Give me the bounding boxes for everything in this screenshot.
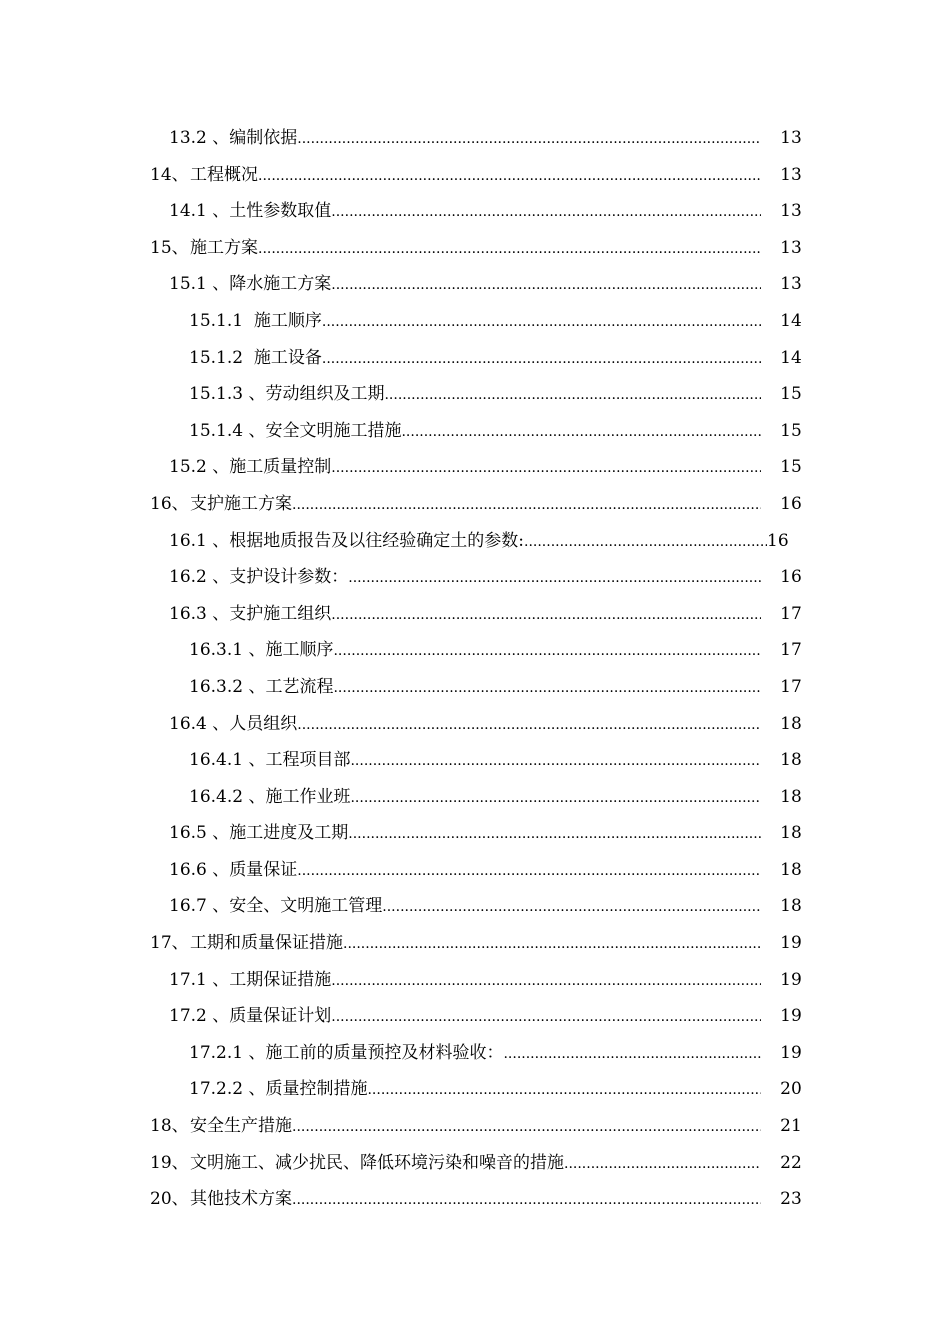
toc-page-number: 17 xyxy=(780,603,802,624)
toc-dot-leader xyxy=(348,816,761,853)
table-of-contents xyxy=(0,120,950,1218)
toc-page-number: 18 xyxy=(780,786,802,807)
toc-page-number: 16 xyxy=(780,493,802,514)
toc-entry[interactable] xyxy=(0,413,950,450)
toc-entry-text xyxy=(0,888,761,926)
toc-dot-leader xyxy=(333,633,761,670)
toc-entry-text xyxy=(0,157,761,195)
toc-dot-leader xyxy=(343,926,761,963)
toc-page-number: 13 xyxy=(780,201,802,222)
toc-entry-text xyxy=(0,742,761,780)
toc-entry[interactable] xyxy=(0,779,950,816)
toc-entry-text xyxy=(0,1181,761,1219)
toc-entry-text xyxy=(0,925,761,963)
toc-page-number: 19 xyxy=(780,1042,802,1063)
toc-entry[interactable] xyxy=(0,376,950,413)
toc-entry[interactable] xyxy=(0,120,950,157)
toc-entry-title: 、根据地质报告及以往经验确定土的参数: xyxy=(212,530,524,551)
toc-dot-leader xyxy=(322,304,761,341)
toc-entry-number: 16.4 xyxy=(169,713,207,734)
toc-entry-text xyxy=(0,1108,761,1146)
toc-dot-leader xyxy=(258,158,761,195)
toc-entry[interactable] xyxy=(0,303,950,340)
toc-entry-number: 17、 xyxy=(150,933,189,954)
toc-entry-number: 14.1 xyxy=(169,201,207,222)
toc-entry-text xyxy=(0,340,761,378)
toc-entry[interactable] xyxy=(0,888,950,925)
toc-entry-text xyxy=(0,413,761,451)
toc-page-number: 17 xyxy=(780,640,802,661)
toc-entry[interactable] xyxy=(0,1181,950,1218)
toc-page-number: 16 xyxy=(780,567,802,588)
toc-entry[interactable] xyxy=(0,266,950,303)
toc-dot-leader xyxy=(331,963,761,1000)
toc-entry-title: 施工顺序 xyxy=(253,310,322,331)
toc-dot-leader xyxy=(292,1182,761,1219)
toc-entry-title: 、质量保证计划 xyxy=(212,1006,332,1027)
toc-entry-number: 19、 xyxy=(150,1152,189,1173)
toc-page-number: 14 xyxy=(780,310,802,331)
toc-dot-leader xyxy=(350,743,761,780)
toc-dot-leader xyxy=(331,450,761,487)
toc-page-number: 15 xyxy=(780,384,802,405)
toc-entry-title: 、支护施工组织 xyxy=(212,603,332,624)
toc-entry-number: 16.5 xyxy=(169,823,207,844)
toc-dot-leader xyxy=(292,1109,761,1146)
toc-entry-title: 、人员组织 xyxy=(212,713,298,734)
toc-dot-leader xyxy=(384,377,761,414)
toc-entry-title: 、劳动组织及工期 xyxy=(248,384,385,405)
toc-dot-leader xyxy=(564,1146,761,1183)
toc-page-number: 15 xyxy=(780,457,802,478)
toc-entry-title: 工期和质量保证措施 xyxy=(190,933,343,954)
toc-entry-text xyxy=(0,120,761,158)
toc-page-number: 14 xyxy=(780,347,802,368)
toc-dot-leader xyxy=(367,1072,761,1109)
toc-entry-number: 15.1.1 xyxy=(189,310,244,331)
toc-entry-number: 17.2.1 xyxy=(189,1042,244,1063)
toc-entry-text xyxy=(0,779,761,817)
toc-entry-number: 15.2 xyxy=(169,457,207,478)
toc-entry-number: 16.6 xyxy=(169,859,207,880)
toc-entry-number: 16.1 xyxy=(169,530,207,551)
toc-page-number: 19 xyxy=(780,933,802,954)
toc-entry[interactable] xyxy=(0,852,950,889)
toc-dot-leader xyxy=(331,999,761,1036)
toc-entry-text xyxy=(0,1071,761,1109)
toc-entry-number: 16.3.1 xyxy=(189,640,244,661)
toc-page-number: 23 xyxy=(780,1189,802,1210)
toc-entry-title: 、质量控制措施 xyxy=(248,1079,368,1100)
toc-entry-text xyxy=(0,303,761,341)
toc-dot-leader xyxy=(333,670,761,707)
toc-entry-title: 、质量保证 xyxy=(212,859,298,880)
toc-entry[interactable] xyxy=(0,1108,950,1145)
toc-entry-title: 、施工前的质量预控及材料验收： xyxy=(248,1042,504,1063)
toc-entry-title: 、工期保证措施 xyxy=(212,969,332,990)
toc-page-number: 13 xyxy=(780,274,802,295)
toc-page-number: 18 xyxy=(780,859,802,880)
toc-dot-leader xyxy=(297,707,761,744)
toc-dot-leader xyxy=(331,194,761,231)
toc-entry-text xyxy=(0,1145,761,1183)
toc-entry-text xyxy=(0,596,761,634)
toc-entry-text xyxy=(0,449,761,487)
toc-entry-title: 安全生产措施 xyxy=(190,1116,292,1137)
toc-entry-number: 16.3 xyxy=(169,603,207,624)
toc-entry[interactable] xyxy=(0,340,950,377)
toc-entry-text xyxy=(0,559,761,597)
toc-page-number: 18 xyxy=(780,713,802,734)
toc-entry-number: 16.7 xyxy=(169,896,207,917)
toc-page-number: 20 xyxy=(780,1079,802,1100)
toc-entry[interactable] xyxy=(0,486,950,523)
toc-entry-text xyxy=(0,486,761,524)
toc-dot-leader xyxy=(292,487,761,524)
toc-entry-title: 文明施工、减少扰民、降低环境污染和噪音的措施 xyxy=(190,1152,564,1173)
toc-entry-title: 、工程项目部 xyxy=(248,750,351,771)
toc-entry[interactable] xyxy=(0,815,950,852)
toc-entry-number: 17.1 xyxy=(169,969,207,990)
toc-entry-number: 15.1.3 xyxy=(189,384,244,405)
toc-entry-number: 18、 xyxy=(150,1116,189,1137)
toc-entry-number: 13.2 xyxy=(169,128,207,148)
toc-entry-text xyxy=(0,266,761,304)
toc-entry-number: 17.2.2 xyxy=(189,1079,244,1100)
toc-entry-number: 15.1.4 xyxy=(189,420,244,441)
toc-entry-text xyxy=(0,998,761,1036)
toc-entry-text xyxy=(0,669,761,707)
toc-dot-leader xyxy=(331,267,761,304)
toc-entry-text xyxy=(0,852,761,890)
toc-page-number: 17 xyxy=(780,676,802,697)
toc-entry-text xyxy=(0,962,761,1000)
toc-page-number: 19 xyxy=(780,969,802,990)
toc-entry-text xyxy=(0,523,767,561)
toc-dot-leader xyxy=(331,597,761,634)
toc-dot-leader xyxy=(258,231,761,268)
toc-entry-number: 15.1 xyxy=(169,274,207,295)
toc-entry[interactable] xyxy=(0,449,950,486)
toc-page-number: 22 xyxy=(780,1152,802,1173)
toc-entry-number: 16、 xyxy=(150,493,189,514)
toc-entry-title: 、施工顺序 xyxy=(248,640,334,661)
toc-entry-number: 14、 xyxy=(150,164,189,185)
toc-dot-leader xyxy=(382,889,761,926)
toc-entry-title: 、施工质量控制 xyxy=(212,457,332,478)
toc-entry[interactable] xyxy=(0,596,950,633)
toc-entry-title: 、施工作业班 xyxy=(248,786,351,807)
toc-entry-title: 、降水施工方案 xyxy=(212,274,332,295)
toc-entry-number: 16.4.2 xyxy=(189,786,244,807)
toc-dot-leader xyxy=(348,560,761,597)
toc-entry[interactable] xyxy=(0,1145,950,1182)
toc-dot-leader xyxy=(350,780,761,817)
toc-entry-number: 15.1.2 xyxy=(189,347,244,368)
toc-entry-text xyxy=(0,815,761,853)
toc-entry-number: 16.2 xyxy=(169,567,207,588)
toc-entry-title: 、土性参数取值 xyxy=(212,201,332,222)
toc-dot-leader xyxy=(503,1036,761,1073)
toc-entry-text xyxy=(0,193,761,231)
toc-entry-title: 、安全文明施工措施 xyxy=(248,420,402,441)
toc-entry-title: 、施工进度及工期 xyxy=(212,823,349,844)
toc-page-number: 19 xyxy=(780,1006,802,1027)
toc-entry-number: 16.3.2 xyxy=(189,676,244,697)
toc-page-number: 13 xyxy=(780,164,802,185)
toc-dot-leader xyxy=(322,341,761,378)
toc-entry-title: 施工方案 xyxy=(190,237,258,258)
toc-dot-leader xyxy=(401,414,761,451)
toc-entry[interactable] xyxy=(0,230,950,267)
toc-entry[interactable] xyxy=(0,669,950,706)
toc-page-number: 21 xyxy=(780,1116,802,1137)
toc-page-number: 15 xyxy=(780,420,802,441)
toc-entry[interactable] xyxy=(0,193,950,230)
toc-entry[interactable] xyxy=(0,523,950,560)
toc-entry[interactable] xyxy=(0,742,950,779)
toc-entry[interactable] xyxy=(0,998,950,1035)
toc-entry-text xyxy=(0,376,761,414)
toc-page-number: 13 xyxy=(780,237,802,258)
toc-entry-text xyxy=(0,706,761,744)
toc-page-number: 18 xyxy=(780,823,802,844)
toc-entry-number: 20、 xyxy=(150,1189,189,1210)
toc-entry[interactable] xyxy=(0,1071,950,1108)
toc-dot-leader xyxy=(524,524,767,561)
toc-entry-number: 17.2 xyxy=(169,1006,207,1027)
toc-entry-title: 、安全、文明施工管理 xyxy=(212,896,383,917)
toc-dot-leader xyxy=(297,121,761,158)
toc-entry-title: 工程概况 xyxy=(190,164,258,185)
toc-entry-text xyxy=(0,632,761,670)
toc-entry-title: 、支护设计参数： xyxy=(212,567,349,588)
toc-entry[interactable] xyxy=(0,925,950,962)
toc-entry[interactable] xyxy=(0,1035,950,1072)
toc-entry[interactable] xyxy=(0,157,950,194)
toc-entry-number: 15、 xyxy=(150,237,189,258)
toc-entry[interactable] xyxy=(0,706,950,743)
toc-entry-number: 16.4.1 xyxy=(189,750,244,771)
toc-entry-text xyxy=(0,230,761,268)
toc-entry-title: 支护施工方案 xyxy=(190,493,292,514)
toc-page-number: 18 xyxy=(780,750,802,771)
toc-entry[interactable] xyxy=(0,559,950,596)
toc-page-number: 16 xyxy=(767,530,789,551)
toc-page-number: 13 xyxy=(780,128,802,148)
toc-entry-title: 其他技术方案 xyxy=(190,1189,292,1210)
toc-entry[interactable] xyxy=(0,632,950,669)
toc-entry-text xyxy=(0,1035,761,1073)
toc-entry-title: 、工艺流程 xyxy=(248,676,334,697)
toc-dot-leader xyxy=(297,853,761,890)
toc-entry-title: 、编制依据 xyxy=(212,128,298,148)
toc-entry-title: 施工设备 xyxy=(253,347,322,368)
toc-page-number: 18 xyxy=(780,896,802,917)
toc-entry[interactable] xyxy=(0,962,950,999)
